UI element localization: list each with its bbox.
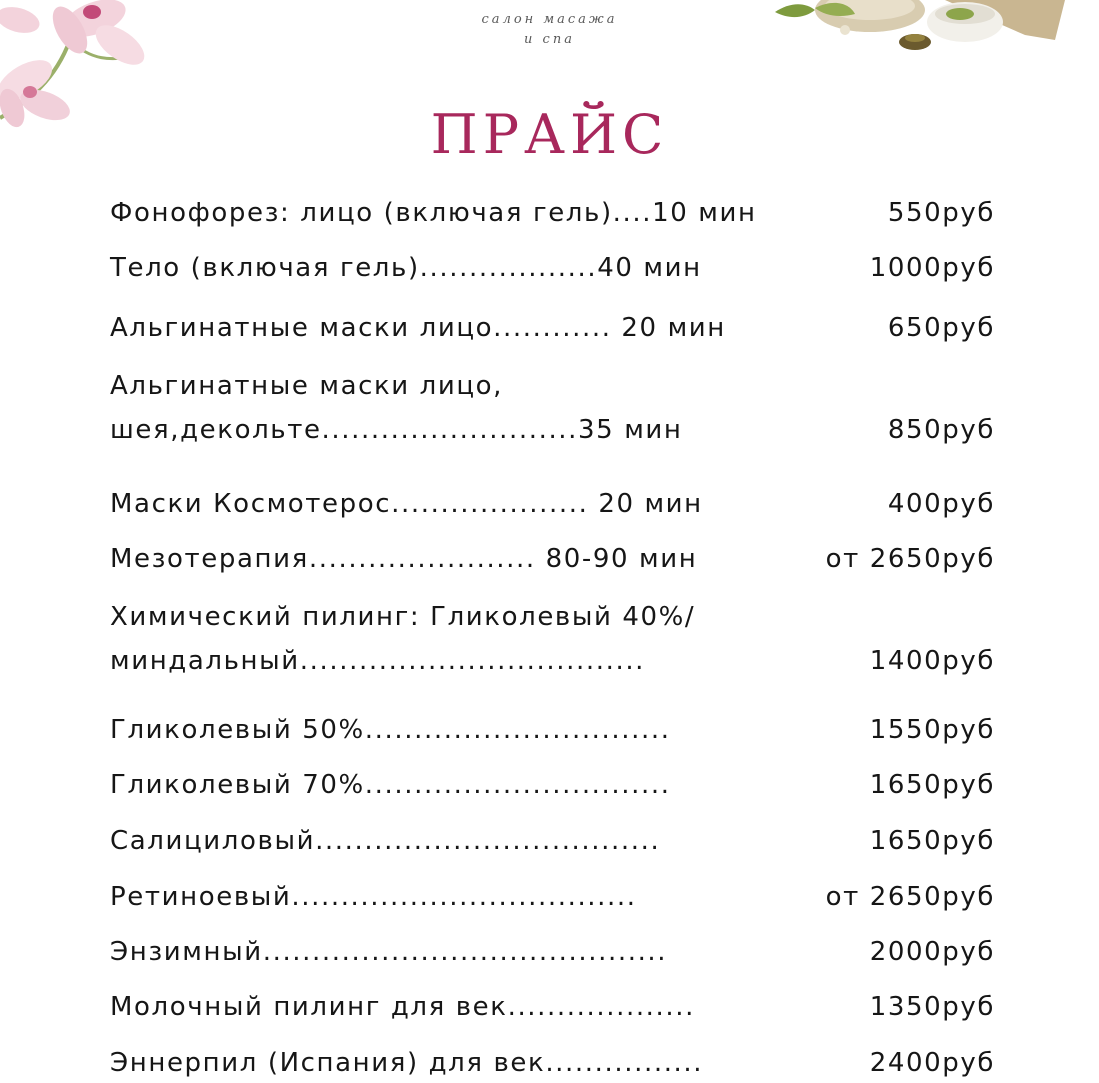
service-name: Гликолевый 50%...............................	[110, 715, 671, 745]
service-name: Энзимный.........................................	[110, 937, 668, 967]
price-row	[0, 987, 1099, 1027]
service-price: 2400руб	[869, 1048, 995, 1078]
service-name: Мезотерапия....................... 80-90 мин	[110, 544, 698, 574]
price-row	[0, 877, 1099, 917]
service-price: от 2650руб	[825, 544, 995, 574]
price-row	[0, 308, 1099, 348]
price-row	[0, 1043, 1099, 1083]
service-price: 1650руб	[869, 826, 995, 856]
price-row	[0, 371, 1099, 450]
service-price: 550руб	[887, 198, 995, 228]
service-name: Ретиноевый...................................	[110, 882, 637, 912]
service-name: Эннерпил (Испания) для век................	[110, 1048, 704, 1078]
service-price: 1650руб	[869, 770, 995, 800]
service-name: шея,декольте..........................35 мин	[110, 415, 683, 445]
service-price: 650руб	[887, 313, 995, 343]
service-name: Альгинатные маски лицо............ 20 мин	[110, 313, 726, 343]
price-row	[0, 484, 1099, 524]
service-name: Маски Космотерос.................... 20 мин	[110, 489, 703, 519]
salon-name-line2: и спа	[524, 32, 575, 47]
service-price: от 2650руб	[825, 882, 995, 912]
service-price: 1000руб	[869, 253, 995, 283]
service-price: 2000руб	[869, 937, 995, 967]
salon-name-line1: салон масажа	[481, 12, 618, 27]
price-row	[0, 193, 1099, 233]
price-row	[0, 602, 1099, 681]
page-title: ПРАЙС	[430, 103, 669, 167]
service-name-line1: Альгинатные маски лицо,	[110, 371, 504, 401]
price-row	[0, 821, 1099, 861]
service-price: 1350руб	[869, 992, 995, 1022]
service-name: Фонофорез: лицо (включая гель)....10 мин	[110, 198, 757, 228]
price-row	[0, 710, 1099, 750]
price-row	[0, 539, 1099, 579]
service-price: 400руб	[887, 489, 995, 519]
price-row	[0, 932, 1099, 972]
service-price: 1400руб	[869, 646, 995, 676]
price-row	[0, 248, 1099, 288]
service-price: 850руб	[887, 415, 995, 445]
service-name: миндальный...................................	[110, 646, 646, 676]
service-name: Гликолевый 70%...............................	[110, 770, 671, 800]
service-name-line1: Химический пилинг: Гликолевый 40%/	[110, 602, 696, 632]
price-row	[0, 765, 1099, 805]
service-name: Молочный пилинг для век...................	[110, 992, 696, 1022]
service-name: Салициловый...................................	[110, 826, 661, 856]
service-name: Тело (включая гель)..................40 мин	[110, 253, 702, 283]
service-price: 1550руб	[869, 715, 995, 745]
